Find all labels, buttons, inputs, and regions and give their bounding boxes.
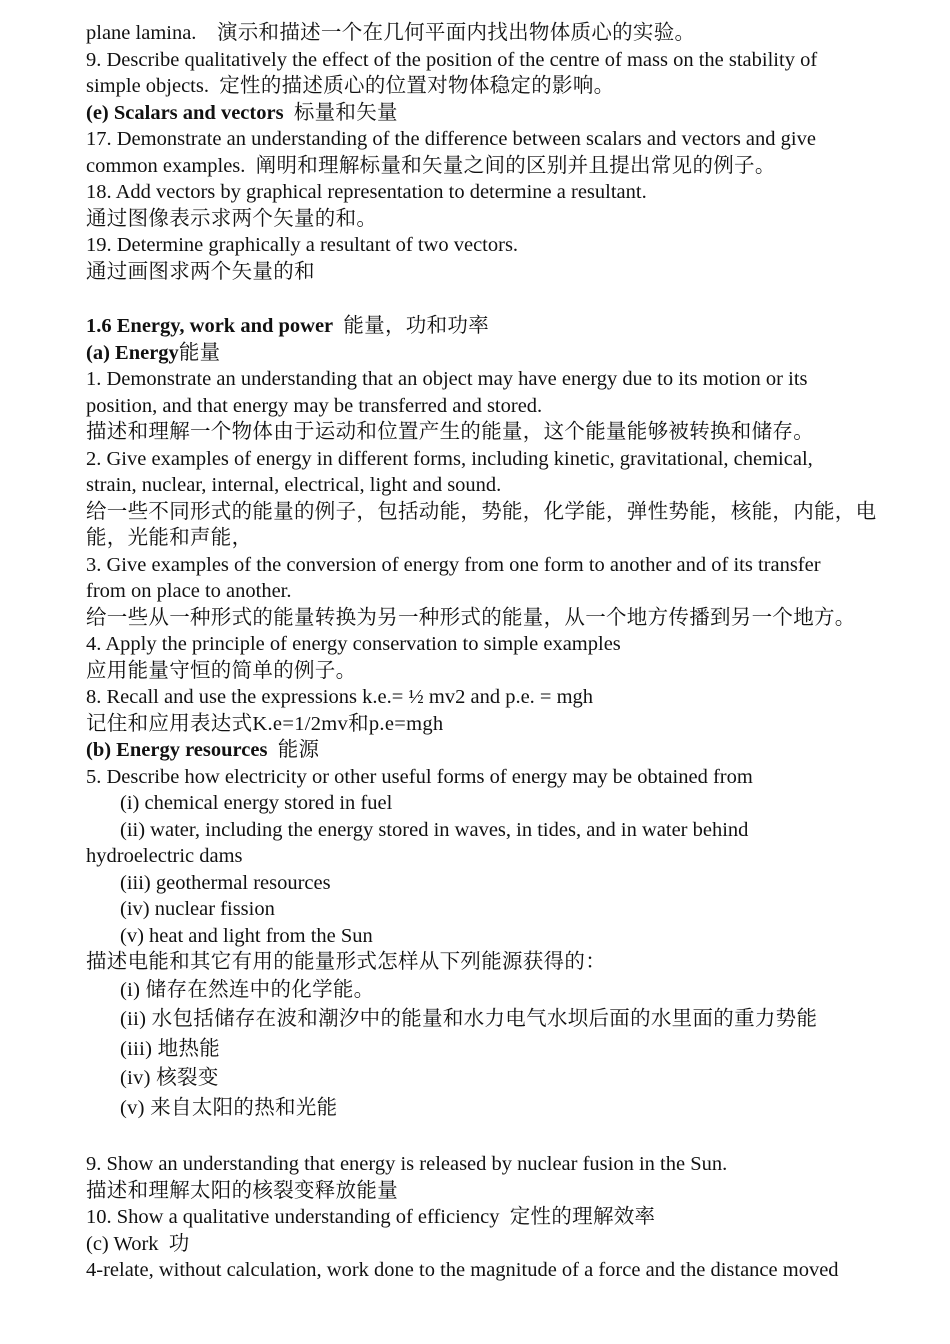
resources-objective-9: 9. Show an understanding that energy is released by nuclear fusion in the Sun. [86, 1153, 728, 1175]
spacer [86, 1123, 930, 1151]
objective-18: 18. Add vectors by graphical representation to determine a resultant. [86, 181, 647, 203]
energy-objective-3: 3. Give examples of the conversion of energy from one form to another and of its transfer [86, 553, 821, 576]
spacer [86, 285, 930, 313]
resources-objective-5: 5. Describe how electricity or other useful forms of energy may be obtained from [86, 765, 753, 788]
objective-9-continued: simple objects. 定性的描述质心的位置对物体稳定的影响。 [86, 75, 615, 97]
resources-item-iii: (iii) geothermal resources [120, 871, 331, 894]
energy-objective-1-continued: position, and that energy may be transferred and stored. [86, 394, 543, 417]
energy-objective-1: 1. Demonstrate an understanding that an object may have energy due to its motion or its [86, 368, 808, 390]
heading-energy: (a) Energy能量 [86, 341, 221, 364]
resources-chinese-item-i: (i) 储存在然连中的化学能。 [120, 978, 375, 1001]
heading-scalars-vectors: (e) Scalars and vectors 标量和矢量 [86, 101, 398, 124]
heading-energy-work-power: 1.6 Energy, work and power 能量，功和功率 [86, 315, 490, 337]
resources-item-i: (i) chemical energy stored in fuel [120, 792, 393, 814]
resources-item-ii-continued: hydroelectric dams [86, 845, 243, 867]
objective-19-chinese: 通过画图求两个矢量的和 [86, 260, 315, 283]
resources-chinese-item-iv: (iv) 核裂变 [120, 1067, 219, 1089]
resources-item-v: (v) heat and light from the Sun [120, 924, 373, 947]
energy-objective-2-chinese: 给一些不同形式的能量的例子，包括动能，势能，化学能，弹性势能，核能，内能，电 [86, 500, 877, 523]
resources-objective-5-chinese: 描述电能和其它有用的能量形式怎样从下列能源获得的： [86, 951, 606, 973]
objective-18-chinese: 通过图像表示求两个矢量的和。 [86, 207, 378, 230]
resources-chinese-item-iii: (iii) 地热能 [120, 1037, 221, 1060]
objective-17-continued: common examples. 阐明和理解标量和矢量之间的区别并且提出常见的例子。 [86, 154, 776, 177]
work-objective-4: 4-relate, without calculation, work done to the magnitude of a force and the distance moved [86, 1259, 839, 1281]
resources-chinese-item-v: (v) 来自太阳的热和光能 [120, 1096, 338, 1119]
energy-objective-2: 2. Give examples of energy in different forms, including kinetic, gravitational, chemical, [86, 447, 813, 470]
objective-17: 17. Demonstrate an understanding of the difference between scalars and vectors and give [86, 128, 816, 150]
energy-objective-8-chinese: 记住和应用表达式K.e=1/2mv和p.e=mgh [86, 712, 444, 735]
energy-objective-3-chinese: 给一些从一种形式的能量转换为另一种形式的能量，从一个地方传播到另一个地方。 [86, 606, 856, 629]
energy-objective-8: 8. Recall and use the expressions k.e.= ½ mv2 and p.e. = mgh [86, 686, 594, 708]
resources-objective-9-chinese: 描述和理解太阳的核裂变释放能量 [86, 1179, 398, 1202]
line-plane-lamina: plane lamina. 演示和描述一个在几何平面内找出物体质心的实验。 [86, 22, 696, 44]
objective-19: 19. Determine graphically a resultant of two vectors. [86, 234, 519, 256]
heading-energy-resources: (b) Energy resources 能源 [86, 739, 320, 761]
resources-item-iv: (iv) nuclear fission [120, 898, 275, 920]
energy-objective-2-chinese-continued: 能，光能和声能， [86, 527, 253, 549]
resources-chinese-item-ii: (ii) 水包括储存在波和潮汐中的能量和水力电气水坝后面的水里面的重力势能 [120, 1008, 818, 1030]
energy-objective-4: 4. Apply the principle of energy conservation to simple examples [86, 633, 621, 655]
energy-objective-1-chinese: 描述和理解一个物体由于运动和位置产生的能量，这个能量能够被转换和储存。 [86, 421, 814, 443]
energy-objective-4-chinese: 应用能量守恒的简单的例子。 [86, 659, 357, 682]
energy-objective-3-continued: from on place to another. [86, 580, 292, 602]
resources-item-ii: (ii) water, including the energy stored in waves, in tides, and in water behind [120, 818, 749, 841]
energy-objective-2-continued: strain, nuclear, internal, electrical, light and sound. [86, 474, 502, 496]
resources-objective-10: 10. Show a qualitative understanding of efficiency 定性的理解效率 [86, 1206, 656, 1228]
heading-work: (c) Work 功 [86, 1232, 190, 1255]
objective-9-centre-of-mass: 9. Describe qualitatively the effect of the position of the centre of mass on the stability of [86, 48, 818, 71]
